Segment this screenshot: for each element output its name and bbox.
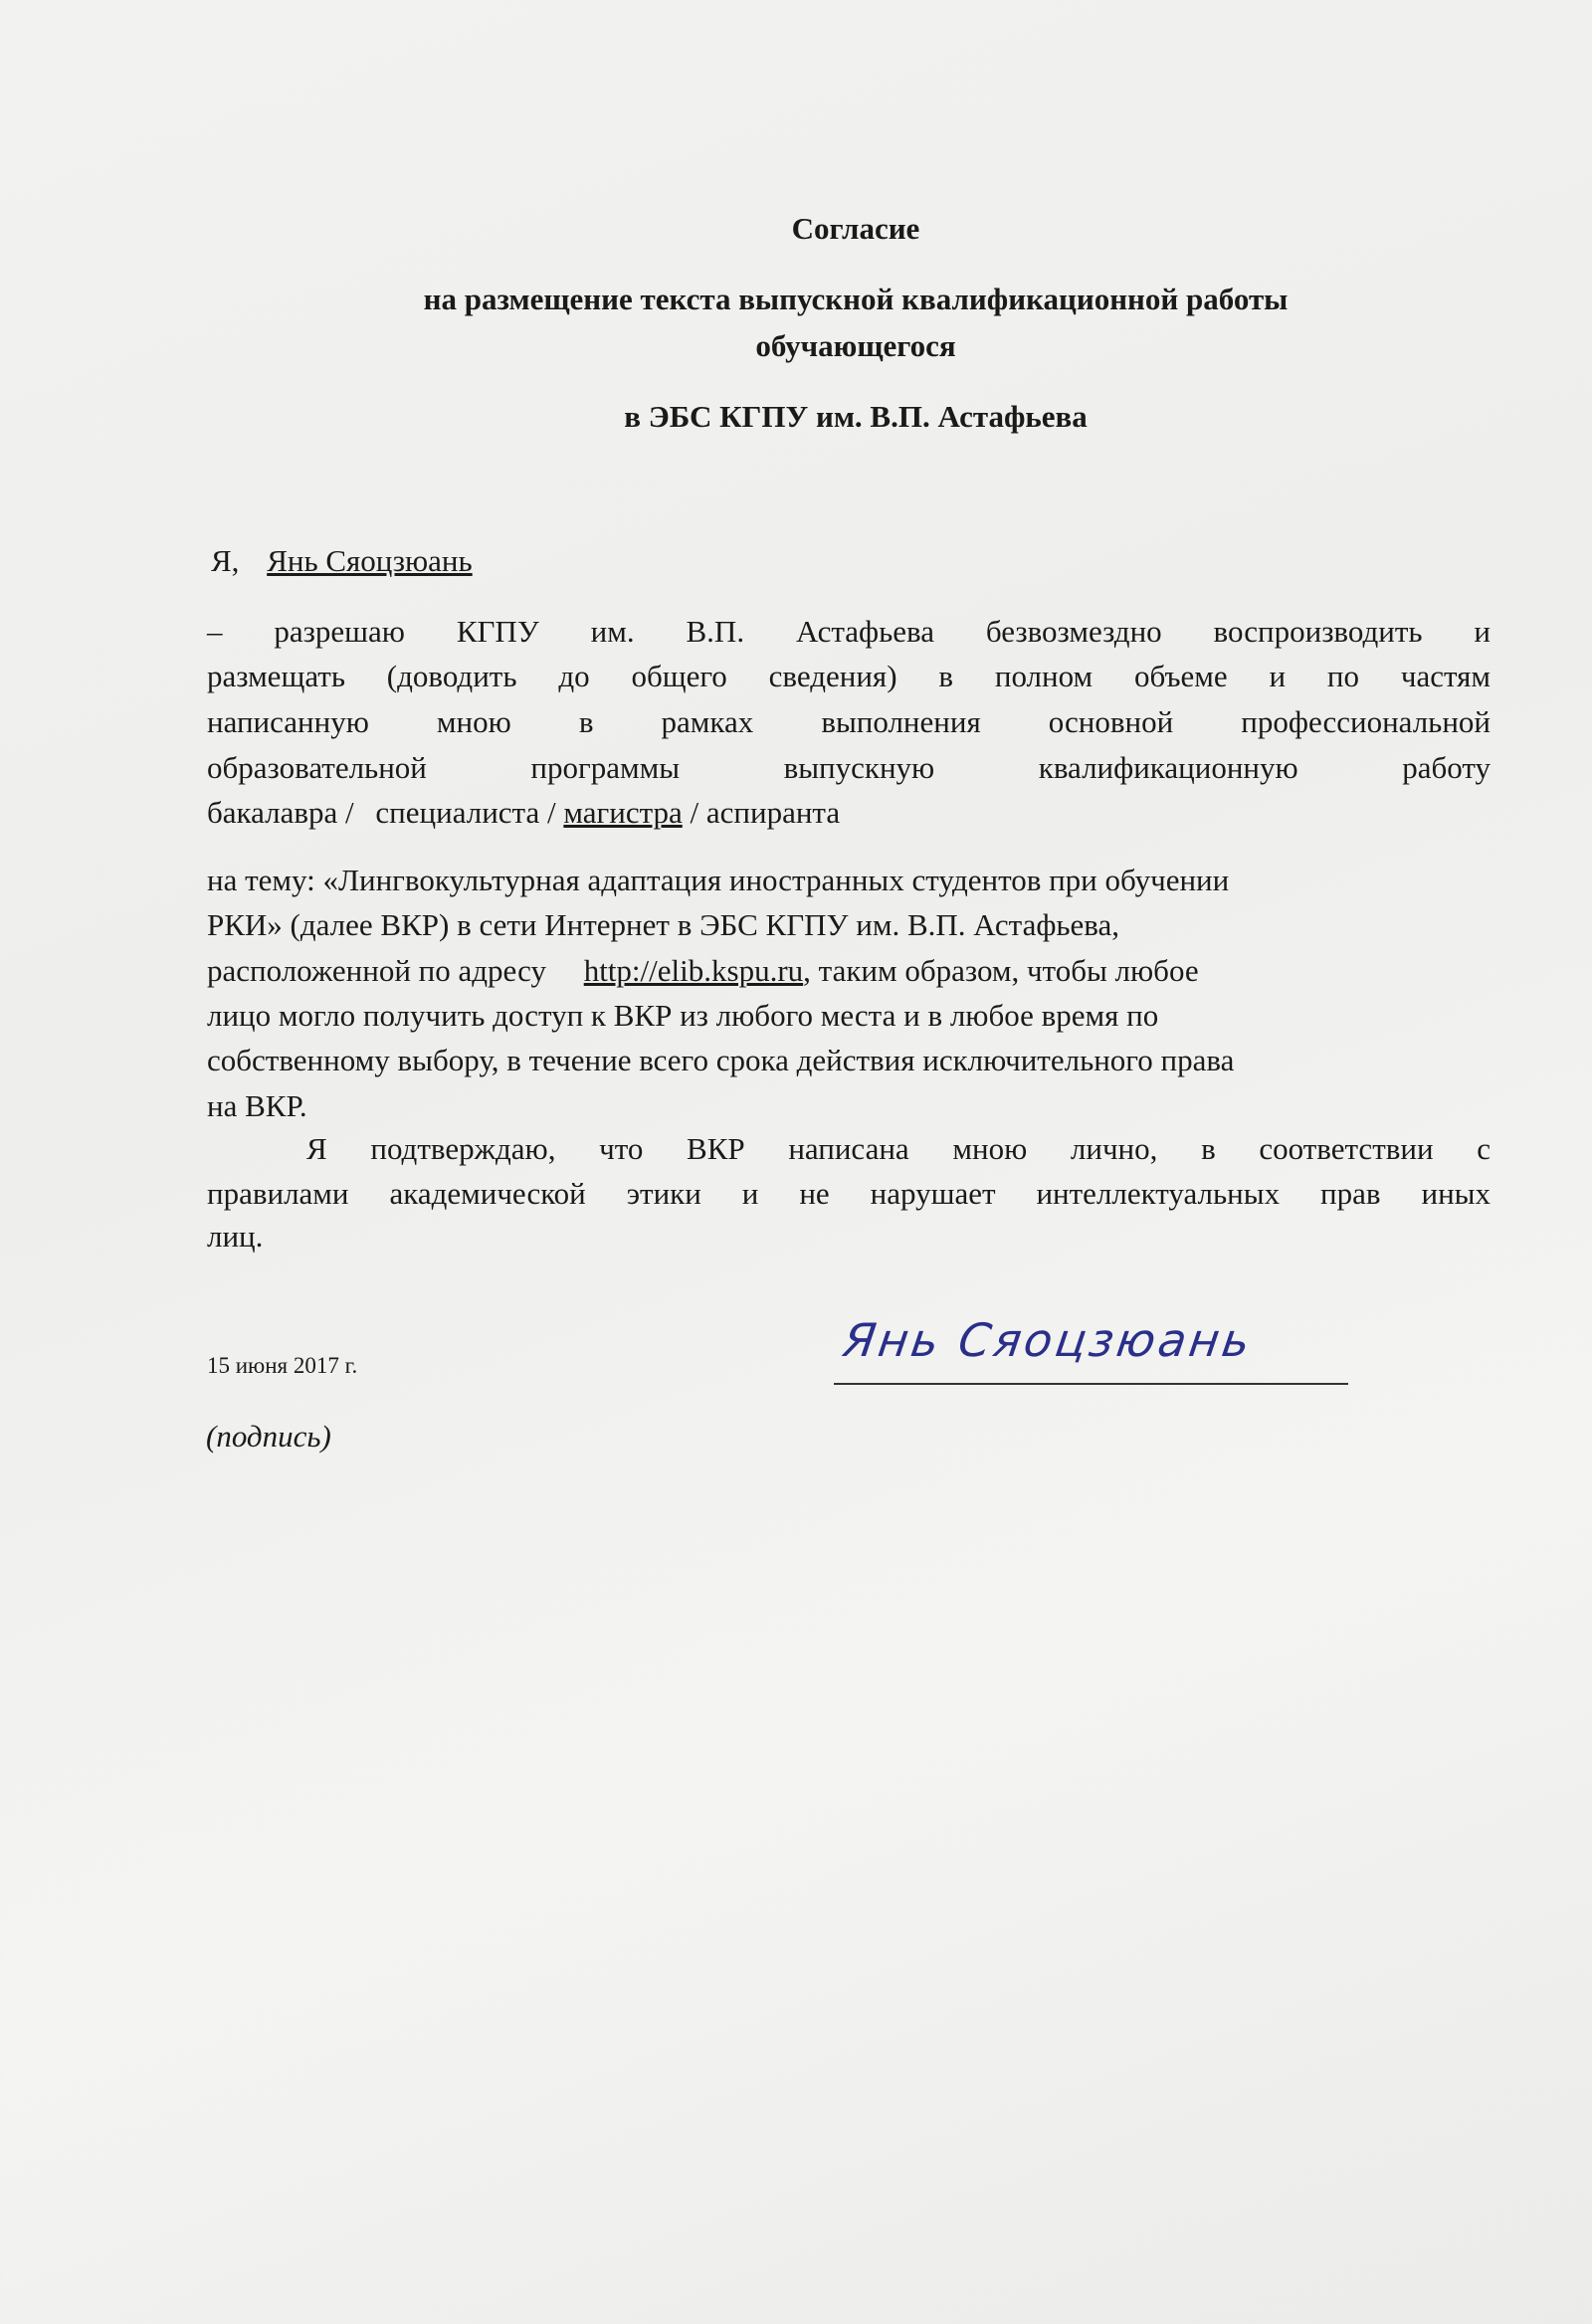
document-subtitle: обучающегося <box>755 328 956 363</box>
address-suffix: , таким образом, чтобы любое <box>803 953 1199 988</box>
para1-line: размещать (доводить до общего сведения) в полном объеме и по частям <box>207 659 1491 693</box>
document-title: Согласие <box>791 211 920 246</box>
para2-line: лицо могло получить доступ к ВКР из любого места и в любое время по <box>207 998 1159 1033</box>
degree-master-selected: магистра <box>563 795 683 830</box>
para1-line: написанную мною в рамках выполнения основной профессиональной <box>207 704 1491 739</box>
para2-line: на ВКР. <box>207 1088 307 1123</box>
degree-bachelor: бакалавра / <box>207 795 354 830</box>
para3-line: лиц. <box>207 1219 264 1254</box>
document-subtitle: в ЭБС КГПУ им. В.П. Астафьева <box>624 399 1088 434</box>
address-prefix: расположенной по адресу <box>207 953 546 988</box>
handwritten-signature: Янь Сяоцзюань <box>840 1313 1257 1367</box>
para3-line: Я подтверждаю, что ВКР написана мною лично, в соответствии с <box>306 1131 1491 1166</box>
date: 15 июня 2017 г. <box>207 1353 358 1378</box>
signature-caption: (подпись) <box>206 1419 331 1453</box>
library-url-link[interactable]: http://elib.kspu.ru <box>583 953 804 988</box>
para2-line: собственному выбору, в течение всего срока действия исключительного права <box>207 1043 1235 1077</box>
para2-line: РКИ» (далее ВКР) в сети Интернет в ЭБС КГПУ им. В.П. Астафьева, <box>207 907 1120 942</box>
document-subtitle: на размещение текста выпускной квалификационной работы <box>423 282 1289 316</box>
para2-line: на тему: «Лингвокультурная адаптация иностранных студентов при обучении <box>207 863 1230 897</box>
para1-line: – разрешаю КГПУ им. В.П. Астафьева безвозмездно воспроизводить и <box>207 614 1491 649</box>
degree-postgraduate: / аспиранта <box>690 795 841 830</box>
student-line <box>211 545 473 576</box>
signature-line <box>834 1383 1348 1385</box>
para3-line: правилами академической этики и не нарушает интеллектуальных прав иных <box>207 1176 1491 1211</box>
degree-line <box>207 797 840 828</box>
i-prefix: Я, <box>211 543 240 578</box>
student-name: Янь Сяоцзюань <box>267 543 473 578</box>
degree-specialist: специалиста / <box>375 795 556 830</box>
para2-address-line <box>207 955 1199 986</box>
para1-line: образовательной программы выпускную квалификационную работу <box>207 750 1491 785</box>
